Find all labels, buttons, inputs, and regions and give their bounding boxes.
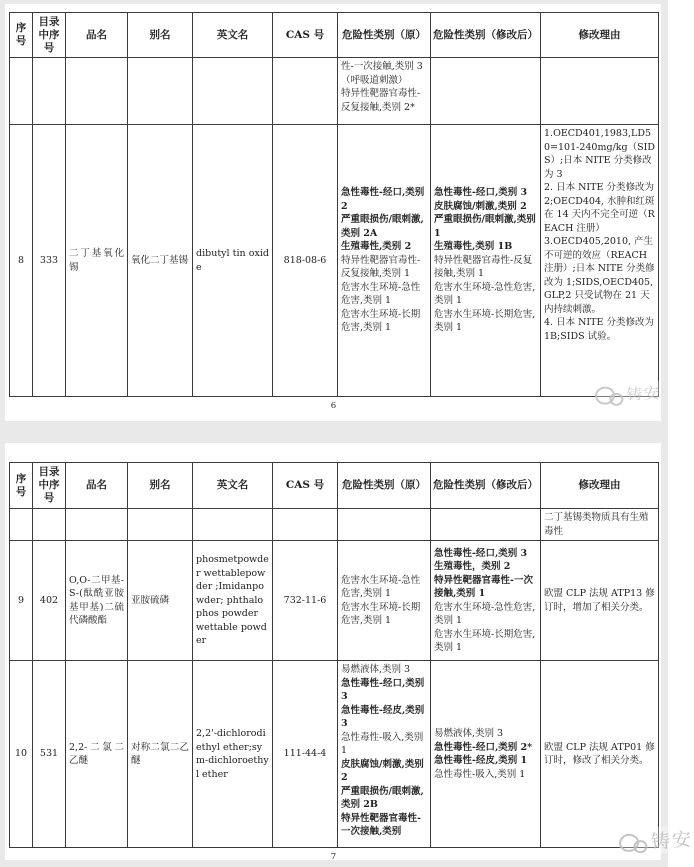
table-cell [128, 125, 193, 397]
cell-text: 急性毒性-经皮,类别 1 [434, 755, 528, 766]
table-cell [541, 125, 659, 397]
table-cell [193, 541, 273, 661]
cell-text: 2. 日本 NITE 分类修改为 2;OECD404, 水肿和红斑在 14 天内不完全可逆（REACH 注册） [544, 182, 655, 234]
cell-text: 生殖毒性,类别 1B [434, 241, 513, 253]
table-cell [273, 125, 338, 397]
column-header: 修改理由 [541, 463, 659, 509]
column-header: 英文名 [193, 13, 273, 58]
cell-text: 急性毒性-经口,类别 3 [434, 547, 528, 559]
table-cell [10, 661, 33, 848]
page-number: 7 [330, 852, 337, 862]
column-header: 序号 [10, 463, 33, 509]
table-cell [10, 58, 33, 125]
cell-text: 8 [17, 254, 25, 266]
cell-text: 402 [39, 594, 59, 606]
table-cell [431, 125, 541, 397]
cell-text: 急性毒性-经口,类别 2* [434, 741, 533, 753]
cell-text: 欧盟 CLP 法规 ATP13 修订时，增加了相关分类。 [544, 588, 655, 613]
table-cell [66, 125, 128, 397]
cell-text: 危害水生环境-长期危害,类别 1 [434, 628, 536, 653]
watermark-text: 铸安 [650, 828, 694, 854]
table-cell [128, 58, 193, 125]
cell-text: 特异性靶器官毒性-反复接触,类别 2* [341, 88, 421, 113]
table-cell [338, 125, 431, 397]
cell-text: 危害水生环境-急性危害,类别 1 [341, 574, 421, 599]
table-cell [338, 509, 431, 541]
table-cell [193, 661, 273, 848]
table-row [10, 509, 659, 541]
table-cell [66, 541, 128, 661]
cell-text: 急性毒性-经口,类别 3 [341, 677, 425, 702]
table-cell [66, 509, 128, 541]
column-header: 危险性类别（原） [338, 13, 431, 58]
table-cell [10, 541, 33, 661]
cell-text: 皮肤腐蚀/刺激,类别 2 [341, 758, 424, 783]
cell-text: 危害水生环境-长期危害,类别 1 [341, 308, 421, 334]
cell-text: phosmetpowder wettablepowder ;Imidanpowder; phthalophos powder wettable powder [196, 554, 269, 647]
cell-text: 欧盟 CLP 法规 ATP01 修订时，修改了相关分类。 [544, 741, 655, 766]
cell-text: 333 [39, 254, 59, 266]
column-header: CAS 号 [273, 463, 338, 509]
cell-text: 818-08-6 [283, 254, 327, 266]
cell-text: 10 [14, 748, 28, 760]
table-cell [128, 509, 193, 541]
column-header: 目录中序号 [33, 13, 66, 58]
table-cell [431, 58, 541, 125]
table-cell [273, 509, 338, 541]
table-cell [10, 509, 33, 541]
cell-text: 732-11-6 [283, 594, 327, 606]
cell-text: 严重眼损伤/眼刺激,类别 2A [341, 214, 424, 239]
cell-text: 特异性靶器官毒性-一次接触,类别 [341, 812, 421, 837]
cell-text: 急性毒性-经口,类别 3 [434, 187, 528, 199]
cell-text: 急性毒性-经口,类别 2 [341, 187, 425, 212]
table-cell [541, 509, 659, 541]
cell-text: 急性毒性-吸入,类别 1 [341, 731, 424, 756]
document-page-6 [5, 4, 661, 421]
cell-text: 危害水生环境-急性危害,类别 1 [341, 281, 421, 307]
column-header: CAS 号 [273, 13, 338, 58]
table-cell [273, 58, 338, 125]
table-row [10, 125, 659, 397]
column-header: 危险性类别（原） [338, 463, 431, 509]
cell-text: 9 [17, 594, 25, 606]
cell-text: 特异性靶器官毒性-反复接触,类别 1 [341, 254, 421, 280]
cell-text: 4. 日本 NITE 分类修改为 1B;SIDS 试验。 [544, 317, 654, 342]
header-row [10, 13, 659, 58]
column-header: 英文名 [193, 463, 273, 509]
cell-text: 亚胺硫磷 [131, 594, 170, 606]
cell-text: 严重眼损伤/眼刺激,类别 1 [434, 214, 536, 239]
cell-text: 危害水生环境-急性危害,类别 1 [434, 601, 536, 626]
cell-text: 危害水生环境-长期危害,类别 1 [434, 308, 536, 334]
cell-text: 易燃液体,类别 3 [434, 728, 504, 739]
table-cell [541, 661, 659, 848]
cell-text: 急性毒性-吸入,类别 1 [434, 768, 526, 780]
table-cell [33, 541, 66, 661]
table-cell [273, 661, 338, 848]
table-cell [338, 58, 431, 125]
table-cell [128, 661, 193, 848]
cell-text: 二丁基氧化锡 [69, 248, 124, 273]
cell-text: dibutyl tin oxide [196, 248, 269, 273]
table-cell [193, 125, 273, 397]
cell-text: O,O-二甲基-S-(酞酰亚胺基甲基)二硫代磷酸酯 [69, 574, 124, 626]
table-cell [338, 541, 431, 661]
table-cell [338, 661, 431, 848]
table-cell [10, 125, 33, 397]
cell-text: 531 [39, 748, 59, 760]
table-cell [541, 58, 659, 125]
table-cell [33, 661, 66, 848]
cell-text: 3.OECD405,2010, 产生不可逆的效应（REACH 注册）;日本 NITE 分类修改为 1;SIDS,OECD405,GLP,2 只受试物在 21 天内持续刺激。 [544, 236, 655, 315]
table-cell [273, 541, 338, 661]
hazard-classification-table [9, 12, 659, 397]
cell-text: 易燃液体,类别 3 [341, 664, 411, 675]
column-header: 序号 [10, 13, 33, 58]
header-row [10, 463, 659, 509]
column-header: 品名 [66, 463, 128, 509]
cell-text: 2,2'-dichlorodiethyl ether;sym-dichloroethyl ether [196, 728, 269, 780]
column-header: 别名 [128, 13, 193, 58]
cell-text: 111-44-4 [283, 748, 327, 760]
table-cell [193, 509, 273, 541]
table-cell [33, 509, 66, 541]
cell-text: 1.OECD401,1983,LD50=101-240mg/kg（SIDS）;日本 NITE 分类修改为 3 [544, 128, 655, 180]
cell-text: 特异性靶器官毒性-一次接触,类别 1 [434, 574, 533, 599]
table-cell [66, 661, 128, 848]
cell-text: 生殖毒性,类别 2 [341, 241, 412, 253]
table-cell [431, 541, 541, 661]
table-cell [33, 58, 66, 125]
table-cell [66, 58, 128, 125]
table-cell [541, 541, 659, 661]
table-row [10, 661, 659, 848]
watermark-text: 铸安 [626, 383, 662, 404]
cell-text: 2,2-二氯二乙醚 [69, 741, 124, 766]
column-header: 品名 [66, 13, 128, 58]
cell-text: 特异性靶器官毒性-反复接触,类别 1 [434, 254, 533, 280]
page-number: 6 [330, 401, 337, 411]
cell-text: 对称二氯二乙醚 [131, 741, 189, 766]
cell-text: 急性毒性-经皮,类别 3 [341, 704, 425, 729]
cell-text: 生殖毒性，类别 2 [434, 561, 511, 572]
table-cell [431, 661, 541, 848]
cell-text: 二丁基锡类物质具有生殖毒性 [544, 512, 649, 537]
cell-text: 危害水生环境-急性危害,类别 1 [434, 281, 536, 307]
column-header: 危险性类别（修改后） [431, 463, 541, 509]
cell-text: 性-一次接触,类别 3（呼吸道刺激） [341, 61, 423, 86]
table-row [10, 541, 659, 661]
table-cell [193, 58, 273, 125]
cell-text: 严重眼损伤/眼刺激,类别 2B [341, 785, 424, 810]
document-page-7 [5, 443, 694, 862]
column-header: 别名 [128, 463, 193, 509]
table-cell [33, 125, 66, 397]
table-cell [128, 541, 193, 661]
hazard-classification-table [9, 462, 659, 848]
cell-text: 危害水生环境-长期危害,类别 1 [341, 601, 421, 626]
column-header: 修改理由 [541, 13, 659, 58]
cell-text: 皮肤腐蚀/刺激,类别 2 [434, 200, 527, 212]
table-row [10, 58, 659, 125]
column-header: 目录中序号 [33, 463, 66, 509]
column-header: 危险性类别（修改后） [431, 13, 541, 58]
cell-text: 氧化二丁基锡 [131, 254, 189, 266]
table-cell [431, 509, 541, 541]
